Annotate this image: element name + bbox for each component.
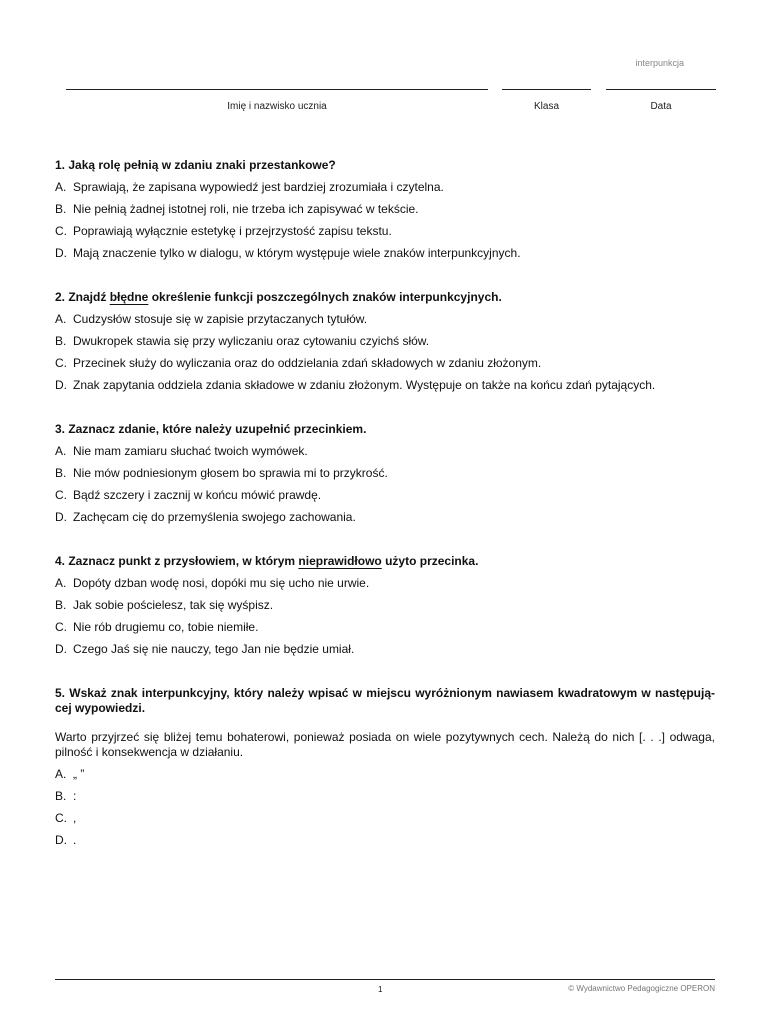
option-b[interactable]: B. Nie mów podniesionym głosem bo sprawia mi to przykrość. <box>55 466 388 480</box>
class-line <box>502 89 591 90</box>
option-c[interactable]: C. Poprawiają wyłącznie estetykę i przejrzystość zapisu tekstu. <box>55 224 392 238</box>
question-5 <box>55 686 715 855</box>
question-title: 1. Jaką rolę pełnią w zdaniu znaki przestankowe? <box>55 158 336 172</box>
option-a[interactable]: A. Dopóty dzban wodę nosi, dopóki mu się ucho nie urwie. <box>55 576 370 590</box>
option-c[interactable]: C. , <box>55 811 77 825</box>
option-b[interactable]: B. : <box>55 789 77 803</box>
question-title: 3. Zaznacz zdanie, które należy uzupełnić przecinkiem. <box>55 422 367 436</box>
emphasis-underline: błędne <box>109 290 149 304</box>
question-2 <box>55 290 715 400</box>
footer-divider <box>55 979 715 980</box>
page-number: 1 <box>378 985 383 994</box>
option-b[interactable]: B. Jak sobie pościelesz, tak się wyśpisz. <box>55 598 274 612</box>
question-title: 5. Wskaż znak interpunkcyjny, który należy wpisać w miejscu wyróżnionym nawiasem kwadratowym w następują-cej wypowiedzi. <box>55 686 715 715</box>
option-c[interactable]: C. Bądź szczery i zacznij w końcu mówić prawdę. <box>55 488 322 502</box>
date-line <box>606 89 716 90</box>
option-a[interactable]: A. Sprawiają, że zapisana wypowiedź jest bardziej zrozumiała i czytelna. <box>55 180 444 194</box>
question-3 <box>55 422 715 532</box>
name-label: Imię i nazwisko ucznia <box>227 101 327 112</box>
name-line <box>66 89 488 90</box>
option-d[interactable]: D. Zachęcam cię do przemyślenia swojego zachowania. <box>55 510 356 524</box>
question-title: 2. Znajdź błędne określenie funkcji poszczególnych znaków interpunkcyjnych. <box>55 290 502 304</box>
option-c[interactable]: C. Przecinek służy do wyliczania oraz do oddzielania zdań składowych w zdaniu złożonym. <box>55 356 542 370</box>
class-label: Klasa <box>533 101 559 112</box>
option-d[interactable]: D. Czego Jaś się nie nauczy, tego Jan nie będzie umiał. <box>55 642 355 656</box>
option-d[interactable]: D. Znak zapytania oddziela zdania składowe w zdaniu złożonym. Występuje on także na końcu zdań pytających. <box>55 378 656 392</box>
copyright-notice: © Wydawnictwo Pedagogiczne OPERON <box>568 984 715 993</box>
date-label: Data <box>650 101 672 112</box>
question-4 <box>55 554 715 664</box>
option-c[interactable]: C. Nie rób drugiemu co, tobie niemiłe. <box>55 620 259 634</box>
quoted-passage: Warto przyjrzeć się bliżej temu bohaterowi, ponieważ posiada on wiele pozytywnych cech. Należą do nich [. . .] odwaga, pilność i konsekwencja w działaniu. <box>55 730 715 759</box>
option-a[interactable]: A. Nie mam zamiaru słuchać twoich wymówek. <box>55 444 308 458</box>
emphasis-underline: nieprawidłowo <box>298 554 382 568</box>
question-1 <box>55 158 715 268</box>
option-d[interactable]: D. Mają znaczenie tylko w dialogu, w którym występuje wiele znaków interpunkcyjnych. <box>55 246 521 260</box>
option-a[interactable]: A. „ ” <box>55 767 85 781</box>
option-b[interactable]: B. Dwukropek stawia się przy wyliczaniu oraz cytowaniu czyichś słów. <box>55 334 430 348</box>
option-a[interactable]: A. Cudzysłów stosuje się w zapisie przytaczanych tytułów. <box>55 312 368 326</box>
question-title: 4. Zaznacz punkt z przysłowiem, w którym nieprawidłowo użyto przecinka. <box>55 554 479 568</box>
option-b[interactable]: B. Nie pełnią żadnej istotnej roli, nie trzeba ich zapisywać w tekście. <box>55 202 419 216</box>
topic-label: interpunkcja <box>635 58 684 68</box>
option-d[interactable]: D. . <box>55 833 77 847</box>
